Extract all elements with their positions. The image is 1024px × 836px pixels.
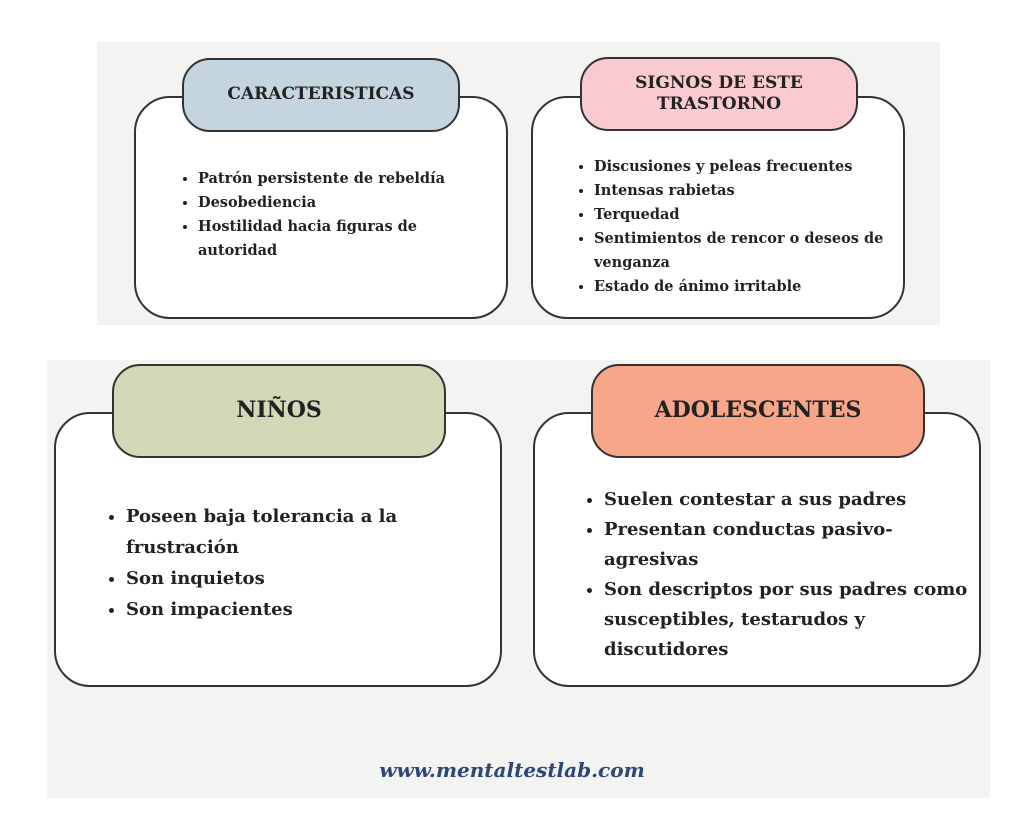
ninos-title: NIÑOS <box>112 364 446 458</box>
list-item: • Sentimientos de rencor o deseos de venganza <box>594 227 904 275</box>
list-item: • Son descriptos por sus padres como susceptibles, testarudos y discutidores <box>604 575 984 665</box>
list-item: • Desobediencia <box>198 191 498 215</box>
caracteristicas-list <box>178 167 498 263</box>
list-item: • Discusiones y peleas frecuentes <box>594 155 904 179</box>
list-item: • Hostilidad hacia figuras de autoridad <box>198 215 498 263</box>
list-item: • Son impacientes <box>126 594 486 625</box>
signos-list <box>574 155 904 299</box>
adolescentes-list <box>584 485 984 665</box>
signos-title-text: SIGNOS DE ESTE TRASTORNO <box>635 72 803 114</box>
list-item: • Estado de ánimo irritable <box>594 275 904 299</box>
footer-url: www.mentaltestlab.com <box>379 758 645 782</box>
list-item: • Patrón persistente de rebeldía <box>198 167 498 191</box>
list-item: • Suelen contestar a sus padres <box>604 485 984 515</box>
list-item: • Son inquietos <box>126 563 486 594</box>
ninos-list <box>106 501 486 625</box>
caracteristicas-title: CARACTERISTICAS <box>182 58 460 132</box>
list-item: • Presentan conductas pasivo-agresivas <box>604 515 984 575</box>
list-item: • Intensas rabietas <box>594 179 904 203</box>
signos-title <box>580 57 858 131</box>
adolescentes-title: ADOLESCENTES <box>591 364 925 458</box>
list-item: • Terquedad <box>594 203 904 227</box>
list-item: • Poseen baja tolerancia a la frustración <box>126 501 486 563</box>
